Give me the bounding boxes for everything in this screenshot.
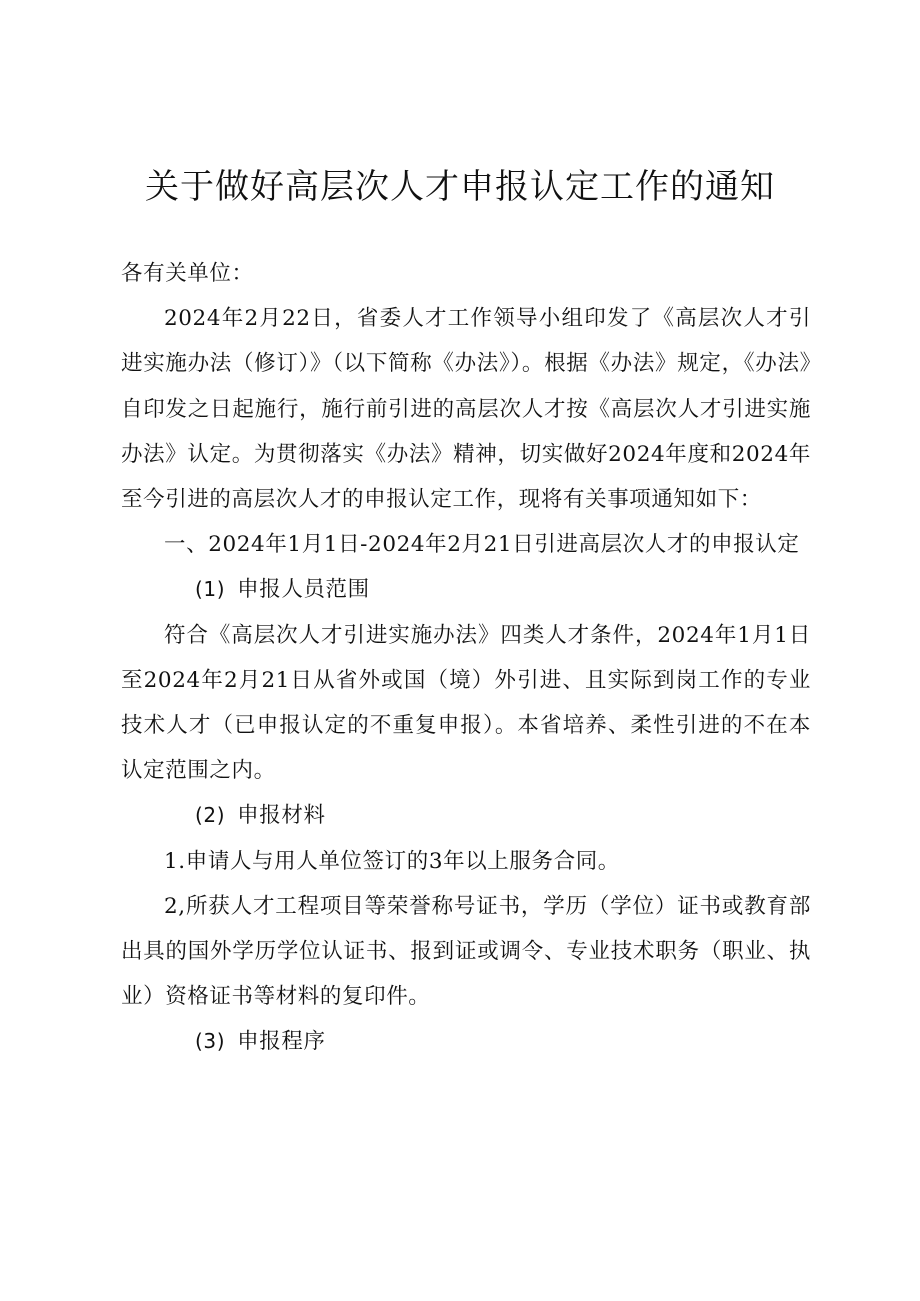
document-title: 关于做好高层次人才申报认定工作的通知 [145, 167, 775, 207]
section-1-heading: 一、2024年1月1日-2024年2月21日引进高层次人才的申报认定 [164, 532, 800, 558]
sub-heading-3-label: 申报程序 [237, 1029, 326, 1055]
sub-heading-2-number: (2) [195, 803, 226, 828]
sub-1-paragraph: 符合《高层次人才引进实施办法》四类人才条件，2024年1月1日至2024年2月21日从省外或国（境）外引进、且实际到岗工作的专业技术人才（已申报认定的不重复申报）。本省培养、柔性引进的不在本认定范围之内。 [121, 622, 811, 784]
sub-heading-3 [121, 1019, 811, 1064]
sub-heading-1-number: (1) [195, 577, 226, 602]
intro-paragraph: 2024年2月22日，省委人才工作领导小组印发了《高层次人才引进实施办法（修订）》（以下简称《办法》）。根据《办法》规定，《办法》自印发之日起施行，施行前引进的高层次人才按《高层次人才引进实施办法》认定。为贯彻落实《办法》精神，切实做好2024年度和2024年至今引进的高层次人才的申报认定工作，现将有关事项通知如下： [121, 306, 811, 513]
sub-heading-2 [121, 793, 811, 838]
sub-2-item-1: 1.申请人与用人单位签订的3年以上服务合同。 [164, 848, 620, 874]
salutation: 各有关单位： [121, 261, 254, 286]
sub-heading-2-label: 申报材料 [237, 803, 326, 829]
document-body [121, 251, 811, 1065]
sub-2-item-2: 2,所获人才工程项目等荣誉称号证书，学历（学位）证书或教育部出具的国外学历学位认证书、报到证或调令、专业技术职务（职业、执业）资格证书等材料的复印件。 [121, 893, 811, 1010]
sub-heading-3-number: (3) [195, 1029, 226, 1054]
sub-heading-1 [121, 567, 811, 612]
sub-heading-1-label: 申报人员范围 [237, 577, 370, 603]
